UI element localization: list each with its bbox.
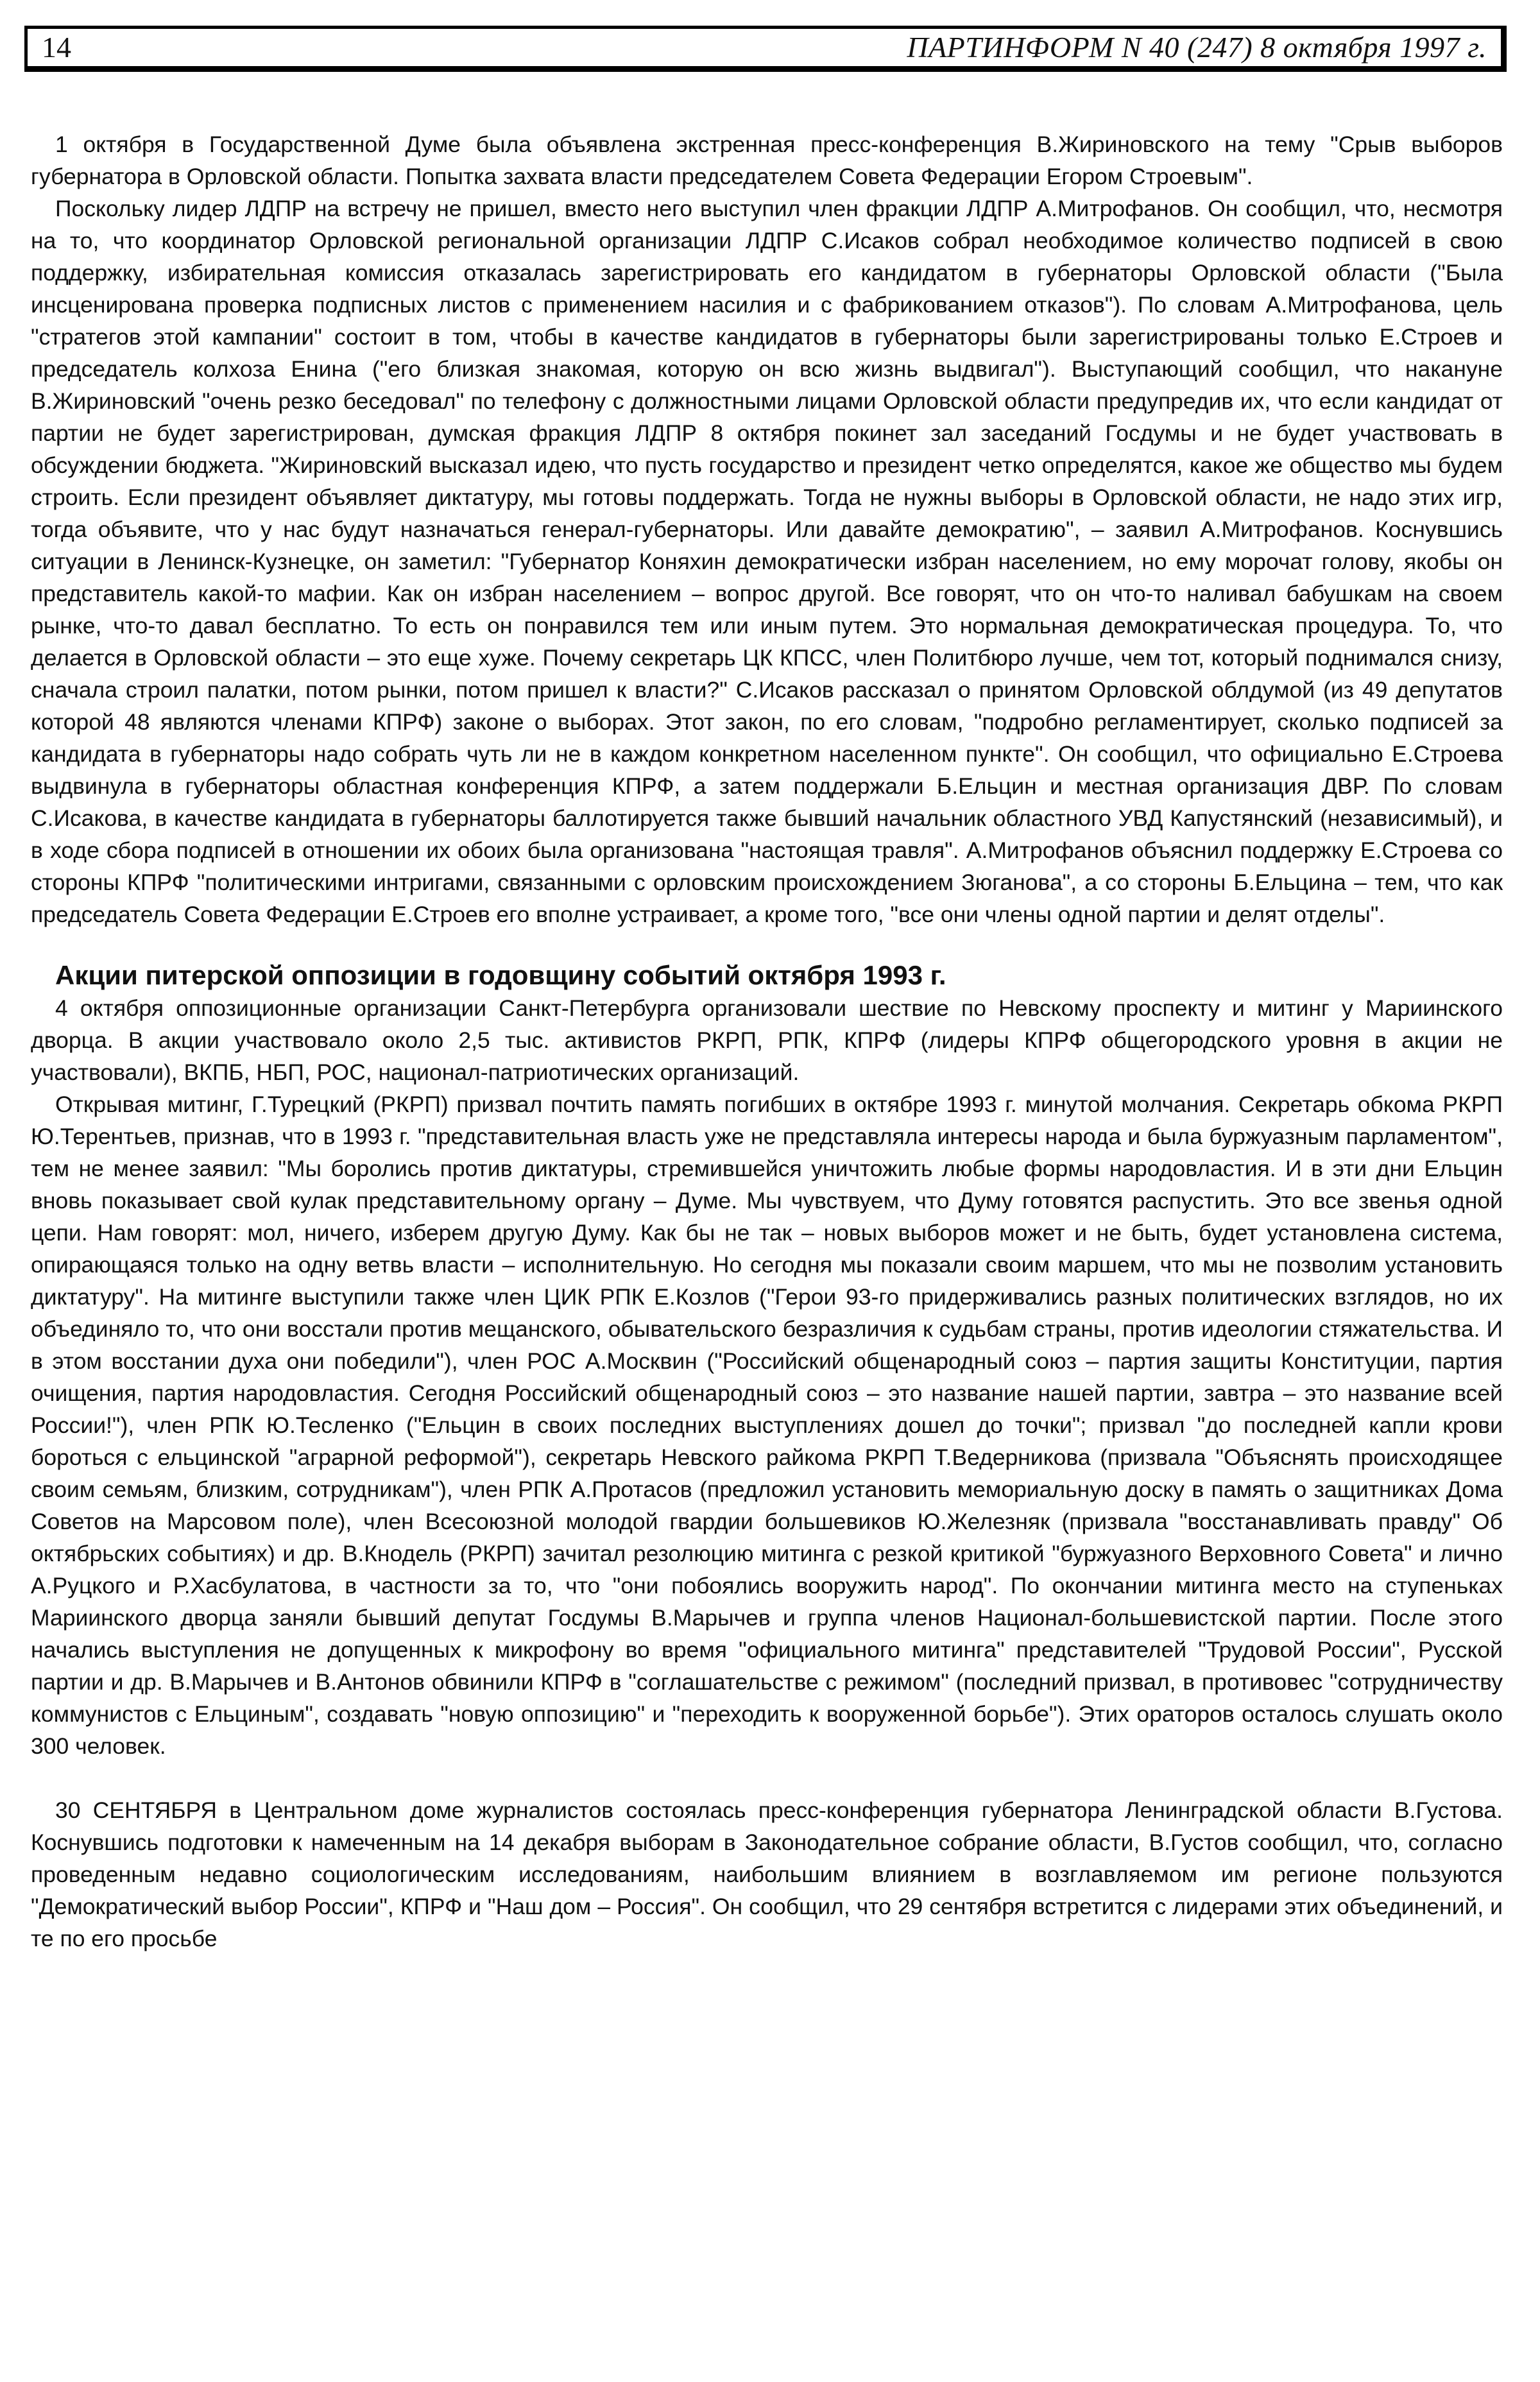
masthead: ПАРТИНФОРМ N 40 (247) 8 октября 1997 г. <box>907 31 1487 64</box>
article3-paragraph-1: 30 СЕНТЯБРЯ в Центральном доме журналистов состоялась пресс-конференция губернатора Ленинградской области В.Густова. Коснувшись подготовки к намеченным на 14 декабря выборам в Законодательное собрание области, В.Густов сообщил, что, согласно проведенным недавно социологическим исследованиям, наибольшим влиянием в возглавляемом им регионе пользуются "Демократический выбор России", КПРФ и "Наш дом – Россия". Он сообщил, что 29 сентября встретится с лидерами этих объединений, и те по его просьбе <box>31 1797 1503 1951</box>
article2-paragraph-2: Открывая митинг, Г.Турецкий (РКРП) призвал почтить память погибших в октябре 1993 г. минутой молчания. Секретарь обкома РКРП Ю.Терентьев, признав, что в 1993 г. "представительная власть уже не представляла интересы народа и была буржуазным парламентом", тем не менее заявил: "Мы боролись против диктатуры, стремившейся уничтожить любые формы народовластия. И в эти дни Ельцин вновь показывает свой кулак представительному органу – Думе. Мы чувствуем, что Думу готовятся распустить. Это все звенья одной цепи. Нам говорят: мол, ничего, изберем другую Думу. Как бы не так – новых выборов может и не быть, будет установлена система, опирающаяся только на одну ветвь власти – исполнительную. Но сегодня мы показали своим маршем, что мы не позволим установить диктатуру". На митинге выступили также член ЦИК РПК Е.Козлов ("Герои 93-го придерживались разных политических взглядов, но их объединяло то, что они восстали против мещанского, обывательского безразличия к судьбам страны, против идеологии стяжательства. И в этом восстании духа они победили"), член РОС А.Москвин ("Российский общенародный союз – партия защиты Конституции, партия очищения, партия народовластия. Сегодня Российский общенародный союз – это название нашей партии, завтра – это название всей России!"), член РПК Ю.Тесленко ("Ельцин в своих последних выступлениях дошел до точки"; призвал "до последней капли крови бороться с ельцинской "аграрной реформой"), секретарь Невского райкома РКРП Т.Ведерникова (призвала "Объяснять происходящее своим семьям, близким, сотрудникам"), член РПК А.Протасов (предложил установить мемориальную доску в память о защитниках Дома Советов на Марсовом поле), член Всесоюзной молодой гвардии большевиков Ю.Железняк (призвала "восстанавливать правду" Об октябрьских событиях) и др. В.Кнодель (РКРП) зачитал резолюцию митинга с резкой критикой "буржуазного Верховного Совета" и лично А.Руцкого и Р.Хасбулатова, в частности за то, что "они побоялись вооружить народ". По окончании митинга место на ступеньках Мариинского дворца заняли бывший депутат Госдумы В.Марычев и группа членов Национал-большевистской партии. После этого начались выступления не допущенных к микрофону во время "официального митинга" представителей "Трудовой России", Русской партии и др. В.Марычев и В.Антонов обвинили КПРФ в "соглашательстве с режимом" (последний призвал, в противовес "сотрудничеству коммунистов с Ельциным", создавать "новую оппозицию" и "переходить к вооруженной борьбе"). Этих ораторов осталось слушать около 300 человек. <box>31 1092 1503 1759</box>
article1-paragraph-1: 1 октября в Государственной Думе была объявлена экстренная пресс-конференция В.Жириновского на тему "Срыв выборов губернатора в Орловской области. Попытка захвата власти председателем Совета Федерации Егором Строевым". <box>31 132 1503 189</box>
article-body <box>31 128 1503 1955</box>
article2-title: Акции питерской оппозиции в годовщину событий октября 1993 г. <box>55 960 946 990</box>
page-number: 14 <box>42 31 71 64</box>
page-header <box>24 26 1507 72</box>
article1-paragraph-2: Поскольку лидер ЛДПР на встречу не пришел, вместо него выступил член фракции ЛДПР А.Митрофанов. Он сообщил, что, несмотря на то, что координатор Орловской региональной организации ЛДПР С.Исаков собрал необходимое количество подписей в свою поддержку, избирательная комиссия отказалась зарегистрировать его кандидатом в губернаторы Орловской области ("Была инсценирована проверка подписных листов с применением насилия и с фабрикованием отказов"). По словам А.Митрофанова, цель "стратегов этой кампании" состоит в том, чтобы в качестве кандидатов в губернаторы были зарегистрированы только Е.Строев и председатель колхоза Енина ("его близкая знакомая, которую он всю жизнь выдвигал"). Выступающий сообщил, что накануне В.Жириновский "очень резко беседовал" по телефону с должностными лицами Орловской области предупредив их, что если кандидат от партии не будет зарегистрирован, думская фракция ЛДПР 8 октября покинет зал заседаний Госдумы и не будет участвовать в обсуждении бюджета. "Жириновский высказал идею, что пусть государство и президент четко определятся, какое же общество мы будем строить. Если президент объявляет диктатуру, мы готовы поддержать. Тогда не нужны выборы в Орловской области, не надо этих игр, тогда объявите, что у нас будут назначаться генерал-губернаторы. Или давайте демократию", – заявил А.Митрофанов. Коснувшись ситуации в Ленинск-Кузнецке, он заметил: "Губернатор Коняхин демократически избран населением, но ему морочат голову, якобы он представитель какой-то мафии. Как он избран населением – вопрос другой. Все говорят, что он что-то наливал бабушкам на своем рынке, что-то давал бесплатно. То есть он понравился тем или иным путем. Это нормальная демократическая процедура. То, что делается в Орловской области – это еще хуже. Почему секретарь ЦК КПСС, член Политбюро лучше, чем тот, который поднимался снизу, сначала строил палатки, потом рынки, потом пришел к власти?" С.Исаков рассказал о принятом Орловской облдумой (из 49 депутатов которой 48 являются членами КПРФ) законе о выборах. Этот закон, по его словам, "подробно регламентирует, сколько подписей за кандидата в губернаторы надо собрать чуть ли не в каждом конкретном населенном пункте". Он сообщил, что официально Е.Строева выдвинула в губернаторы областная конференция КПРФ, а затем поддержали Б.Ельцин и местная организация ДВР. По словам С.Исакова, в качестве кандидата в губернаторы баллотируется также бывший начальник областного УВД Капустянский (независимый), и в ходе сбора подписей в отношении их обоих была организована "настоящая травля". А.Митрофанов объяснил поддержку Е.Строева со стороны КПРФ "политическими интригами, связанными с орловским происхождением Зюганова", а со стороны Б.Ельцина – тем, что как председатель Совета Федерации Е.Строев его вполне устраивает, а кроме того, "все они члены одной партии и делят отделы". <box>31 196 1503 927</box>
article2-paragraph-1: 4 октября оппозиционные организации Санкт-Петербурга организовали шествие по Невскому проспекту и митинг у Мариинского дворца. В акции участвовало около 2,5 тыс. активистов РКРП, РПК, КПРФ (лидеры КПРФ общегородского уровня в акции не участвовали), ВКПБ, НБП, РОС, национал-патриотических организаций. <box>31 995 1503 1085</box>
